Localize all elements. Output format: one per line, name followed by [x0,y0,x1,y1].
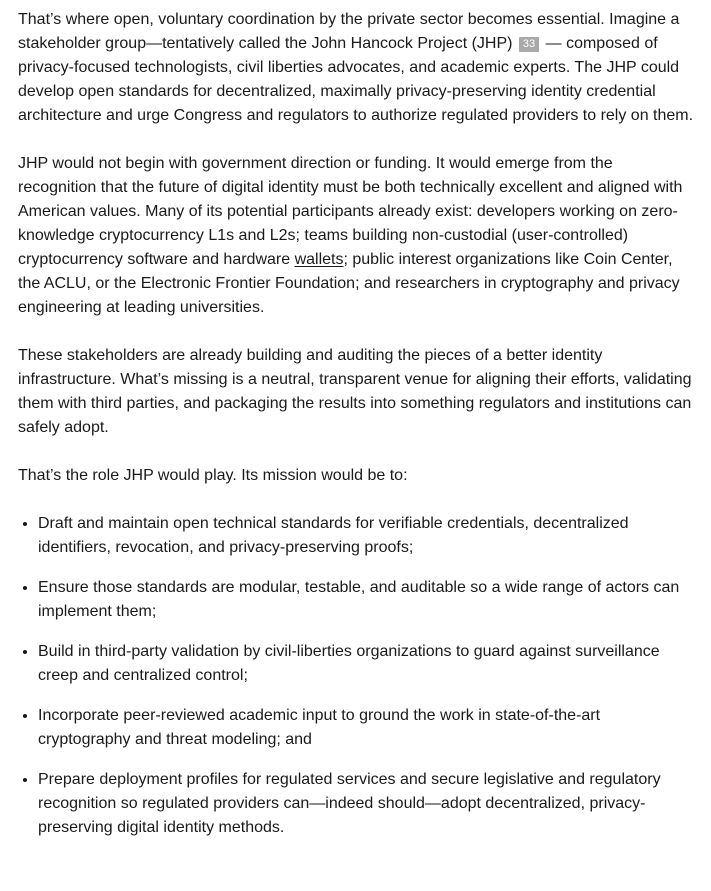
mission-list [18,512,695,840]
paragraph-text: — composed of privacy-focused technologists, civil liberties advocates, and academic experts. The JHP could develop open standards for decentralized, maximally privacy-preserving identity credential architecture and urge Congress and regulators to authorize regulated providers to rely on them. [18,35,694,124]
list-item: • Draft and maintain open technical standards for verifiable credentials, decentralized identifiers, revocation, and privacy-preserving proofs; [38,512,695,560]
paragraph-missing-venue: These stakeholders are already building and auditing the pieces of a better identity infrastructure. What’s missing is a neutral, transparent venue for aligning their efforts, validating them with third parties, and packaging the results into something regulators and institutions can safely adopt. [18,347,692,436]
list-item: • Ensure those standards are modular, testable, and auditable so a wide range of actors can implement them; [38,576,695,624]
list-item: • Build in third-party validation by civil-liberties organizations to guard against surveillance creep and centralized control; [38,640,695,688]
list-item: • Incorporate peer-reviewed academic input to ground the work in state-of-the-art cryptography and threat modeling; and [38,704,695,752]
paragraph-role: That’s the role JHP would play. Its mission would be to: [18,467,408,484]
paragraph-text: JHP would not begin with government direction or funding. It would emerge from the recognition that the future of digital identity must be both technically excellent and aligned with American values. Many of its potential participants already exist: developers working on zero-knowledge cryptocurrency L1s and L2s; teams building non-custodial (user-controlled) cryptocurrency software and hardware [18,155,683,268]
footnote-marker[interactable]: 33 [519,37,539,52]
paragraph-coordination [18,8,695,128]
wallets-link[interactable]: wallets [294,251,344,268]
paragraph-text: That’s where open, voluntary coordination by the private sector becomes essential. Imagine a stakeholder group—tentatively called the John Hancock Project (JHP) [18,11,680,52]
list-item: • Prepare deployment profiles for regulated services and secure legislative and regulatory recognition so regulated providers can—indeed should—adopt decentralized, privacy-preserving digital identity methods. [38,768,695,840]
paragraph-text: ; public interest organizations like Coin Center, the ACLU, or the Electronic Frontier Foundation; and researchers in cryptography and privacy engineering at leading universities. [18,251,680,316]
paragraph-participants [18,152,695,320]
